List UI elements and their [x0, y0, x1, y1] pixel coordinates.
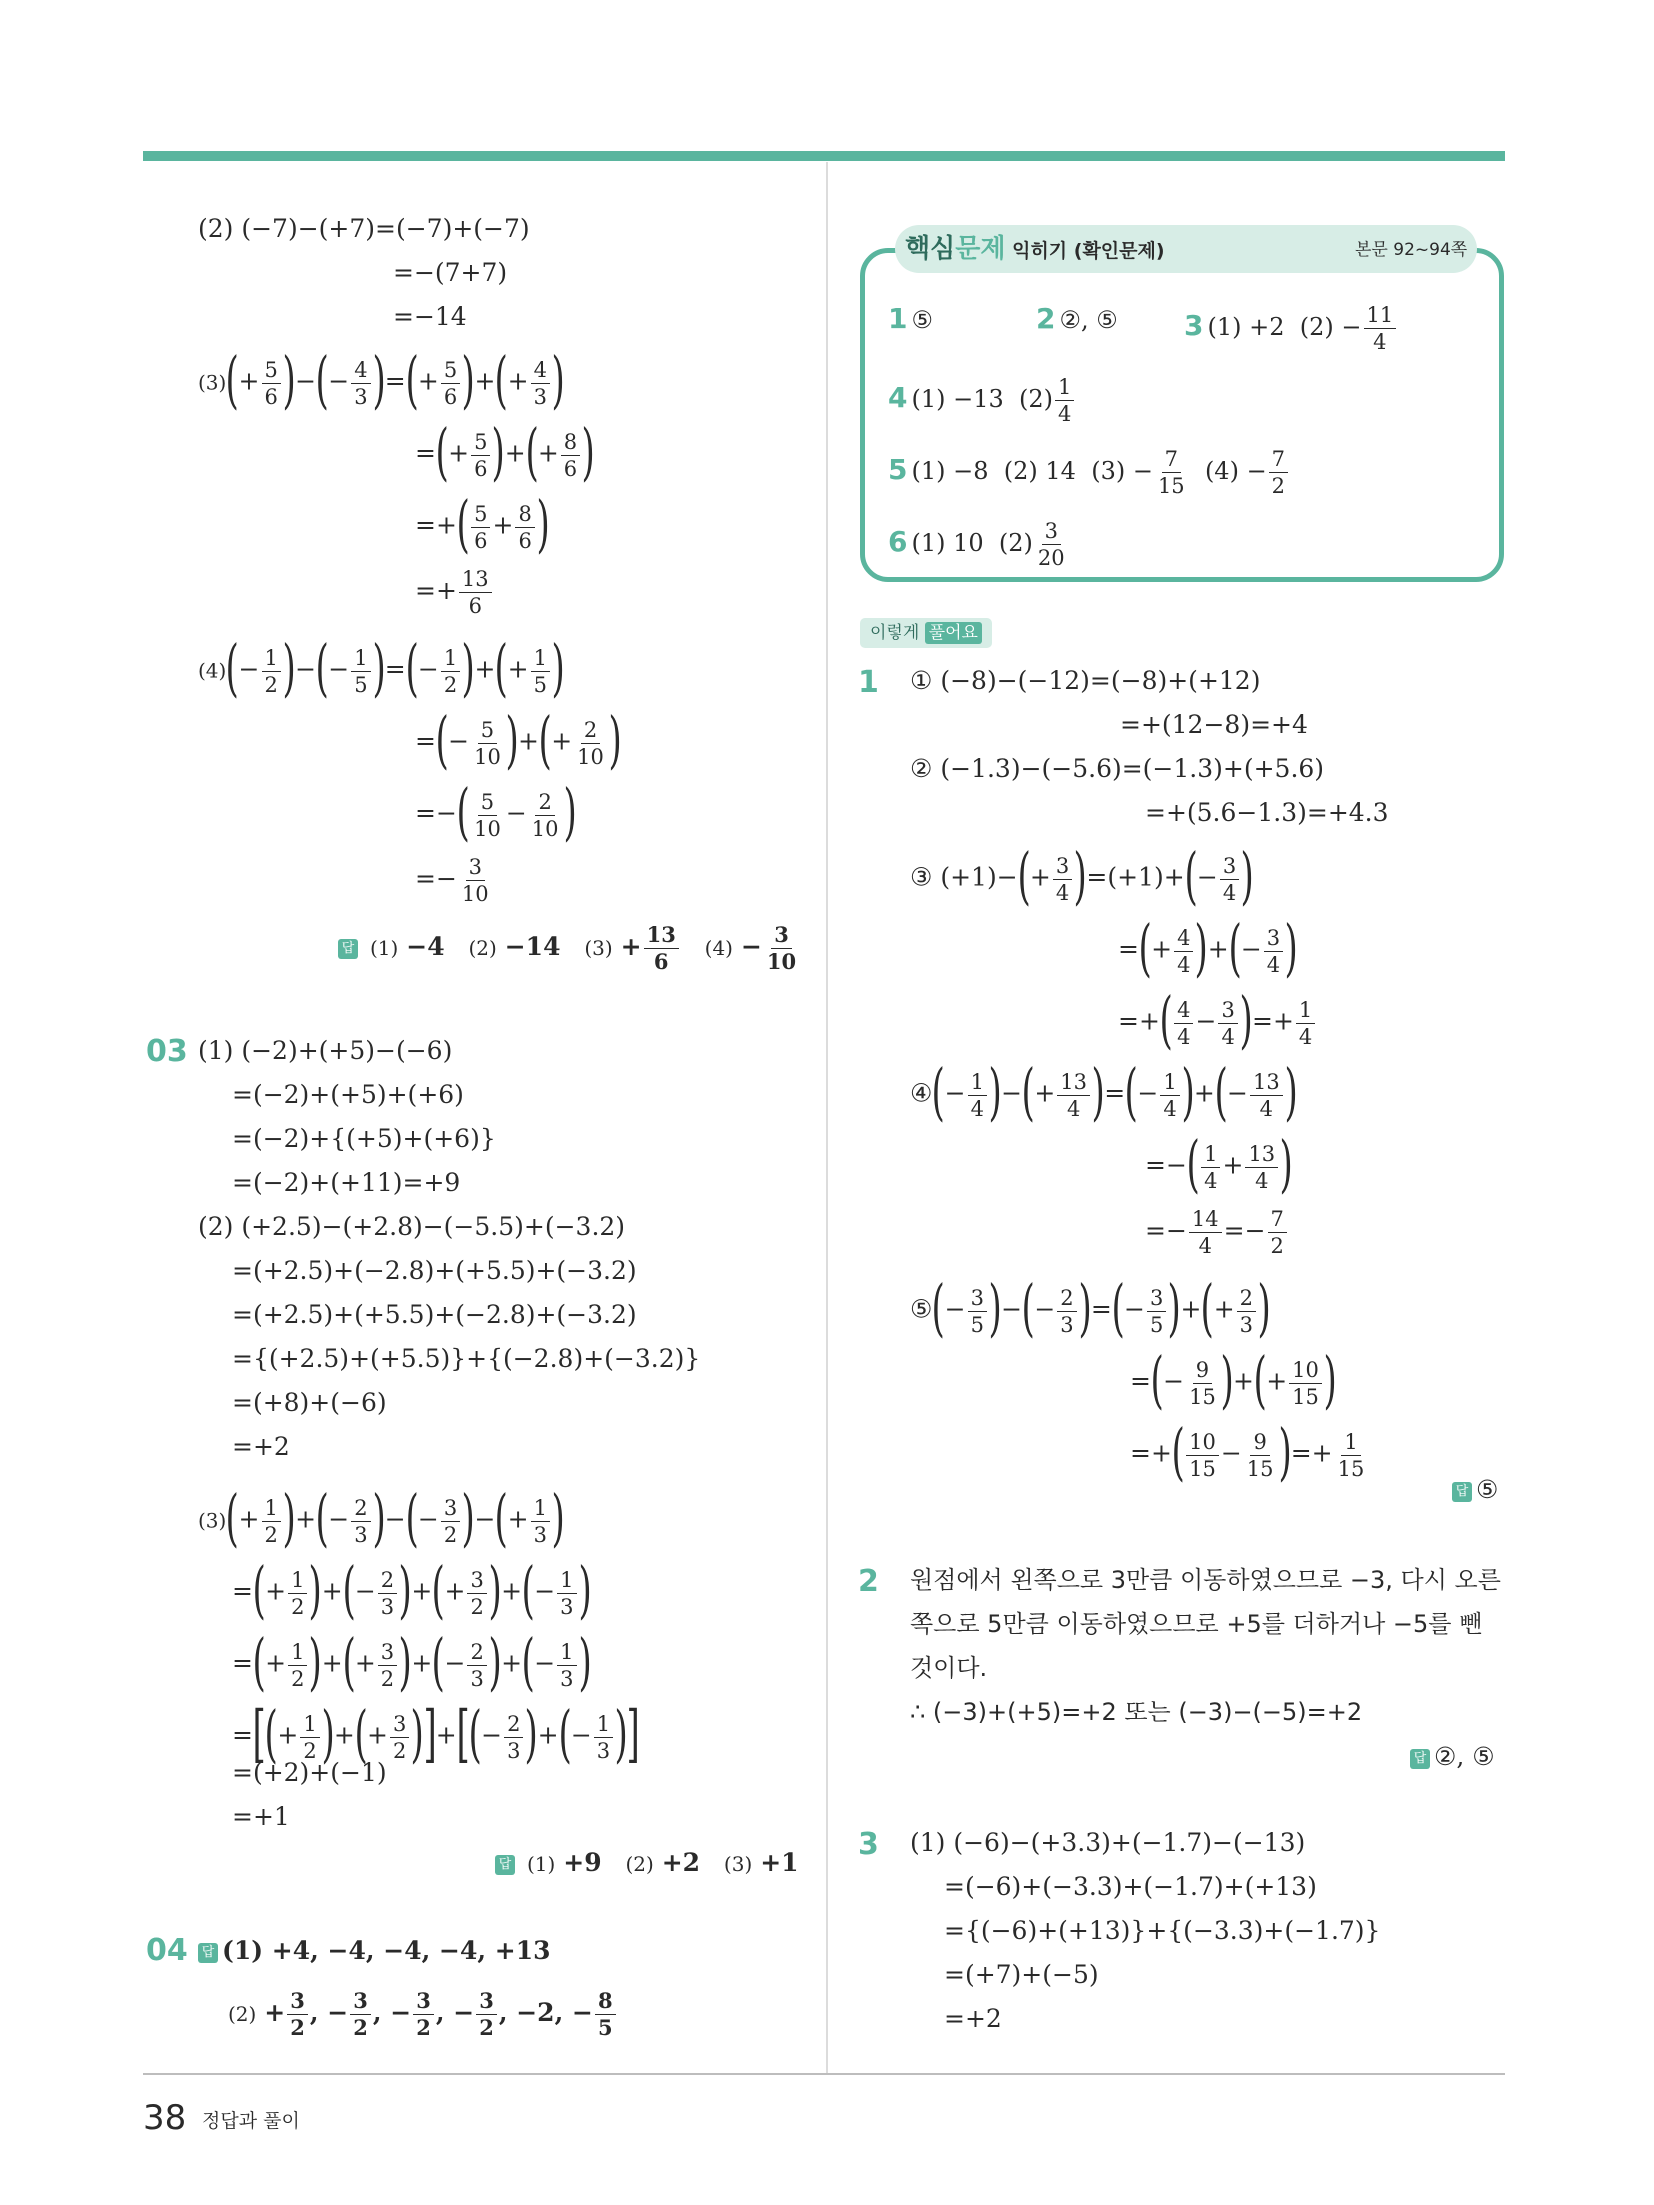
problem-number-04: 04: [146, 1933, 188, 1968]
sol2-part2-line2: =−(7+7): [393, 258, 508, 287]
sol3-part3-line2: =(+ $\frac{1}{2}$ )+(− $\frac{2}{3}$ )+(+ $\frac{3}{2}$ )+(− $\frac{1}{3}$ ): [232, 1553, 592, 1626]
sol3-line: =(+2.5)+(−2.8)+(+5.5)+(−3.2): [232, 1256, 637, 1285]
sol3-line: =+2: [232, 1432, 290, 1461]
problem-number-03: 03: [146, 1034, 188, 1069]
sol3-line: =(−2)+{(+5)+(+6)}: [232, 1124, 496, 1153]
sol2-part4-line1: (4)(− $\frac{1}{2}$ )−(− $\frac{1}{5}$ )=(− $\frac{1}{2}$ )+(+ $\frac{1}{5}$ ): [198, 631, 565, 704]
key-answer-1: 1 ⑤: [888, 302, 933, 335]
q1-part5-line2: =(− $\frac{9}{15}$ )+(+ $\frac{10}{15}$ ): [1130, 1343, 1337, 1416]
q1-line: =+(5.6−1.3)=+4.3: [1145, 798, 1389, 827]
sol2-part3-line4: =+ $\frac{13}{6}$: [415, 568, 494, 617]
q2-line: 원점에서 왼쪽으로 3만큼 이동하였으므로 −3, 다시 오른: [910, 1566, 1501, 1594]
footer-rule: [143, 2073, 1505, 2075]
answer-line-02: 답 (1) −4 (2) −14 (3) + $\frac{13}{6}$ (4) − $\frac{3}{10}$: [338, 924, 801, 973]
q2-line: ∴ (−3)+(+5)=+2 또는 (−3)−(−5)=+2: [910, 1698, 1363, 1726]
key-answer-5: 5 (1) −8 (2) 14 (3) − $\frac{7}{15}$ (4) − $\frac{7}{2}$: [888, 448, 1290, 497]
q2-line: 것이다.: [910, 1654, 988, 1682]
sol2-part2-line1: (2) (−7)−(+7)=(−7)+(−7): [198, 214, 530, 243]
footer-label: 정답과 풀이: [202, 2110, 300, 2132]
q3-line: =+2: [944, 2004, 1002, 2033]
part-label: (3): [198, 1508, 227, 1533]
sol3-line: (1) (−2)+(+5)−(−6): [198, 1036, 453, 1065]
answer-icon: 답: [338, 939, 358, 959]
answer-icon: 답: [198, 1943, 218, 1963]
sol3-line: =(+2.5)+(+5.5)+(−2.8)+(−3.2): [232, 1300, 637, 1329]
key-problems-title: 핵심문제 익히기 (확인문제): [905, 234, 1165, 264]
q3-line: (1) (−6)−(+3.3)+(−1.7)−(−13): [910, 1828, 1306, 1857]
answer-line-04-part1: 답 (1) +4, −4, −4, −4, +13: [198, 1936, 551, 1966]
q1-part3-line2: =(+ $\frac{4}{4}$ )+(− $\frac{3}{4}$ ): [1118, 911, 1298, 984]
sol3-line: (2) (+2.5)−(+2.8)−(−5.5)+(−3.2): [198, 1212, 626, 1241]
sol3-part3-line4: =[(+ $\frac{1}{2}$ )+(+ $\frac{3}{2}$ )]+[(− $\frac{2}{3}$ )+(− $\frac{1}{3}$ )]: [232, 1697, 641, 1770]
q1-part4-line1: ④(− $\frac{1}{4}$ )−(+ $\frac{13}{4}$ )=(− $\frac{1}{4}$ )+(− $\frac{13}{4}$ ): [910, 1055, 1298, 1128]
answer-line-q2: 답 ②, ⑤: [1410, 1742, 1495, 1772]
q1-line: =+(12−8)=+4: [1120, 710, 1308, 739]
answer-icon: 답: [1410, 1749, 1430, 1769]
sol2-part4-line3: =−( $\frac{5}{10}$ − $\frac{2}{10}$ ): [415, 775, 577, 848]
sol2-part3-line2: =(+ $\frac{5}{6}$ )+(+ $\frac{8}{6}$ ): [415, 415, 595, 488]
key-answer-4: 4 (1) −13 (2) $\frac{1}{4}$: [888, 376, 1076, 425]
answer-line-04-part2: (2) + $\frac{3}{2}$ , − $\frac{3}{2}$ , − $\frac{3}{2}$ , − $\frac{3}{2}$ , −2, − $\frac{8}{5}$: [228, 1990, 618, 2039]
sol3-line: =+1: [232, 1802, 290, 1831]
answer-icon: 답: [495, 1855, 515, 1875]
sol2-part3-line3: =+( $\frac{5}{6}$ + $\frac{8}{6}$ ): [415, 487, 550, 560]
answer-icon: 답: [1452, 1482, 1472, 1502]
answer-line-q1: 답 ⑤: [1452, 1475, 1498, 1505]
problem-number-3: 3: [858, 1827, 879, 1862]
sol3-part3-line1: (3)(+ $\frac{1}{2}$ )+(− $\frac{2}{3}$ )−(− $\frac{3}{2}$ )−(+ $\frac{1}{3}$ ): [198, 1481, 565, 1554]
q1-part5-line3: =+( $\frac{10}{15}$ − $\frac{9}{15}$ )=+ $\frac{1}{15}$: [1130, 1415, 1365, 1488]
top-accent-bar: [143, 151, 1505, 161]
solution-tag: 이렇게 풀어요: [860, 618, 992, 648]
key-answer-6: 6 (1) 10 (2) $\frac{3}{20}$: [888, 519, 1065, 570]
q1-part3-line3: =+( $\frac{4}{4}$ − $\frac{3}{4}$ )=+ $\frac{1}{4}$: [1118, 992, 1317, 1054]
part-label: (4): [198, 658, 227, 683]
sol3-line: ={(+2.5)+(+5.5)}+{(−2.8)+(−3.2)}: [232, 1344, 701, 1373]
q1-part4-line2: =−( $\frac{1}{4}$ + $\frac{13}{4}$ ): [1145, 1127, 1293, 1200]
column-divider: [826, 162, 828, 2073]
q1-part5-line1: ⑤(− $\frac{3}{5}$ )−(− $\frac{2}{3}$ )=(− $\frac{3}{5}$ )+(+ $\frac{2}{3}$ ): [910, 1271, 1271, 1344]
problem-number-2: 2: [858, 1564, 879, 1599]
sol3-line: =(+8)+(−6): [232, 1388, 387, 1417]
sol3-line: =(−2)+(+5)+(+6): [232, 1080, 464, 1109]
q1-line: ① (−8)−(−12)=(−8)+(+12): [910, 666, 1261, 695]
sol2-part4-line4: =− $\frac{3}{10}$: [415, 855, 489, 906]
part-label: (3): [198, 370, 227, 395]
answer-line-03: 답 (1) +9 (2) +2 (3) +1: [495, 1848, 799, 1879]
sol3-line: =(−2)+(+11)=+9: [232, 1168, 461, 1197]
sol3-line: =(+2)+(−1): [232, 1758, 387, 1787]
q1-line: ② (−1.3)−(−5.6)=(−1.3)+(+5.6): [910, 754, 1325, 783]
problem-number-1: 1: [858, 665, 879, 700]
q3-line: ={(−6)+(+13)}+{(−3.3)+(−1.7)}: [944, 1916, 1381, 1945]
key-answer-2: 2 ②, ⑤: [1036, 302, 1118, 335]
page-reference: 본문 92~94쪽: [1355, 240, 1468, 260]
sol2-part2-line3: =−14: [393, 302, 467, 331]
sol2-part4-line2: =(− $\frac{5}{10}$ )+(+ $\frac{2}{10}$ ): [415, 703, 622, 776]
q3-line: =(−6)+(−3.3)+(−1.7)+(+13): [944, 1872, 1317, 1901]
key-answer-3: 3 (1) +2 (2) − $\frac{11}{4}$: [1184, 304, 1398, 353]
q1-part4-line3: =− $\frac{14}{4}$ =− $\frac{7}{2}$: [1145, 1208, 1289, 1257]
q3-line: =(+7)+(−5): [944, 1960, 1099, 1989]
q1-part3-line1: ③ (+1)−(+ $\frac{3}{4}$ )=(+1)+(− $\frac{3}{4}$ ): [910, 839, 1254, 912]
q2-line: 쪽으로 5만큼 이동하였으므로 +5를 더하거나 −5를 뺀: [910, 1610, 1483, 1638]
sol3-part3-line3: =(+ $\frac{1}{2}$ )+(+ $\frac{3}{2}$ )+(− $\frac{2}{3}$ )+(− $\frac{1}{3}$ ): [232, 1625, 592, 1698]
sol2-part3-line1: (3)(+ $\frac{5}{6}$ )−(− $\frac{4}{3}$ )=(+ $\frac{5}{6}$ )+(+ $\frac{4}{3}$ ): [198, 343, 565, 416]
page-number: 38: [143, 2098, 187, 2138]
